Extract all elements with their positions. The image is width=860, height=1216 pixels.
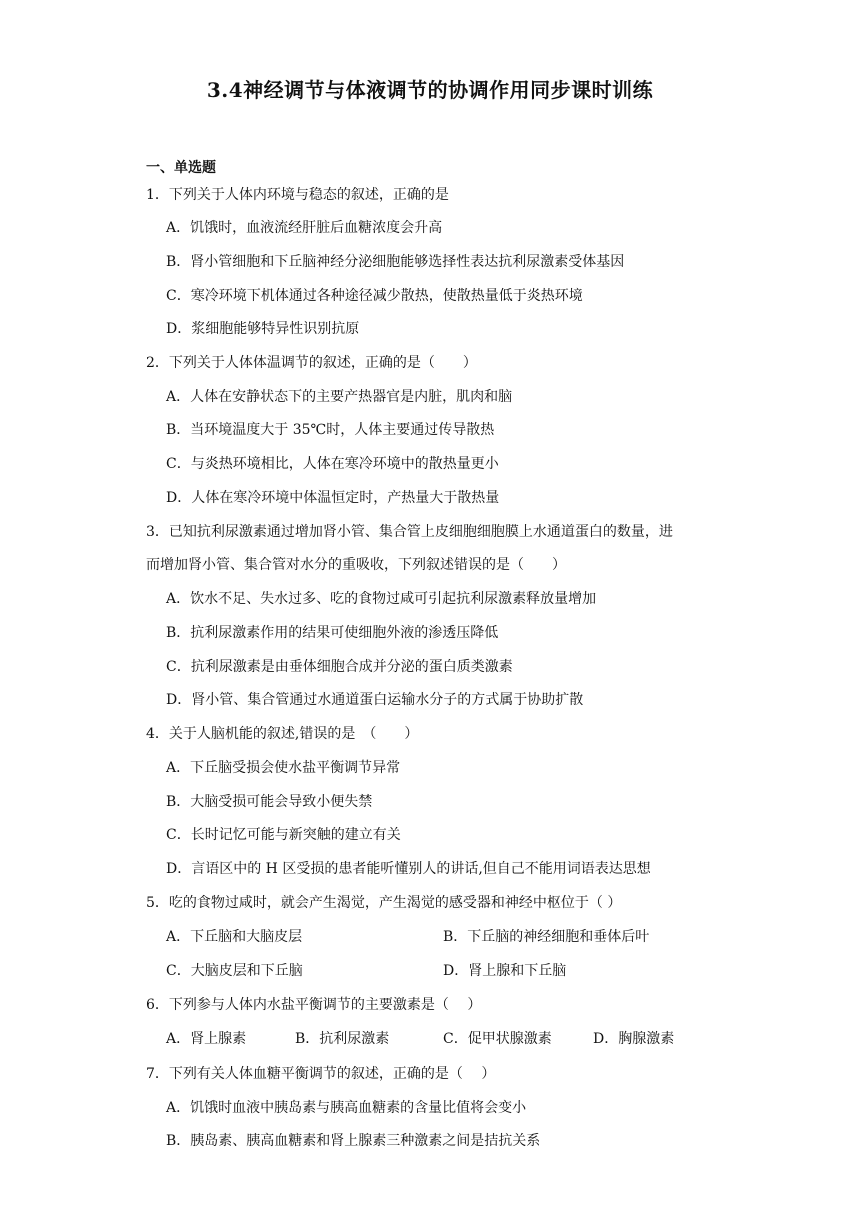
question-7-option-b: B．胰岛素、胰高血糖素和肾上腺素三种激素之间是拮抗关系: [166, 1133, 541, 1149]
question-4-option-a: A．下丘脑受损会使水盐平衡调节异常: [166, 760, 401, 776]
question-5-option-c: C．大脑皮层和下丘脑: [166, 963, 303, 979]
question-3-stem-line1: 3．已知抗利尿激素通过增加肾小管、集合管上皮细胞细胞膜上水通道蛋白的数量，进: [146, 524, 673, 540]
question-2-option-d: D．人体在寒冷环境中体温恒定时，产热量大于散热量: [166, 490, 500, 506]
question-6-option-c: C．促甲状腺激素: [443, 1031, 552, 1047]
question-5-option-d: D．肾上腺和下丘脑: [443, 963, 567, 979]
question-6-option-a: A．肾上腺素: [166, 1031, 247, 1047]
question-5-stem: 5．吃的食物过咸时，就会产生渴觉，产生渴觉的感受器和神经中枢位于（ ）: [146, 895, 622, 911]
question-4-option-c: C．长时记忆可能与新突触的建立有关: [166, 827, 401, 843]
question-4-option-b: B．大脑受损可能会导致小便失禁: [166, 794, 373, 810]
question-1-stem: 1．下列关于人体内环境与稳态的叙述，正确的是: [146, 187, 449, 203]
question-5-option-b: B．下丘脑的神经细胞和垂体后叶: [443, 929, 650, 945]
question-6-stem: 6．下列参与人体内水盐平衡调节的主要激素是（ ）: [146, 997, 482, 1013]
question-3-option-c: C．抗利尿激素是由垂体细胞合成并分泌的蛋白质类激素: [166, 659, 513, 675]
question-1-option-d: D．浆细胞能够特异性识别抗原: [166, 321, 360, 337]
question-3-option-a: A．饮水不足、失水过多、吃的食物过咸可引起抗利尿激素释放量增加: [166, 591, 597, 607]
question-6-option-d: D．胸腺激素: [593, 1031, 675, 1047]
question-1-option-b: B．肾小管细胞和下丘脑神经分泌细胞能够选择性表达抗利尿激素受体基因: [166, 254, 625, 270]
page-title: 3.4神经调节与体液调节的协调作用同步课时训练: [206, 78, 654, 102]
question-7-stem: 7．下列有关人体血糖平衡调节的叙述，正确的是（ ）: [146, 1066, 496, 1082]
question-5-option-a: A．下丘脑和大脑皮层: [166, 929, 303, 945]
question-1-option-c: C．寒冷环境下机体通过各种途径减少散热，使散热量低于炎热环境: [166, 288, 583, 304]
question-1-option-a: A．饥饿时，血液流经肝脏后血糖浓度会升高: [166, 220, 443, 236]
question-4-stem: 4．关于人脑机能的叙述,错误的是 （ ）: [146, 726, 419, 742]
question-4-option-d: D．言语区中的 H 区受损的患者能听懂别人的讲话,但自己不能用词语表达思想: [166, 861, 651, 877]
question-3-stem-line2: 而增加肾小管、集合管对水分的重吸收，下列叙述错误的是（ ）: [146, 557, 566, 573]
question-2-stem: 2．下列关于人体体温调节的叙述，正确的是（ ）: [146, 355, 477, 371]
question-2-option-a: A．人体在安静状态下的主要产热器官是内脏，肌肉和脑: [166, 389, 513, 405]
question-6-option-b: B．抗利尿激素: [295, 1031, 390, 1047]
question-3-option-b: B．抗利尿激素作用的结果可使细胞外液的渗透压降低: [166, 625, 499, 641]
question-2-option-c: C．与炎热环境相比，人体在寒冷环境中的散热量更小: [166, 456, 499, 472]
question-2-option-b: B．当环境温度大于 35℃时，人体主要通过传导散热: [166, 422, 495, 438]
section-heading: 一、单选题: [146, 160, 216, 176]
question-3-option-d: D．肾小管、集合管通过水通道蛋白运输水分子的方式属于协助扩散: [166, 692, 584, 708]
question-7-option-a: A．饥饿时血液中胰岛素与胰高血糖素的含量比值将会变小: [166, 1100, 527, 1116]
